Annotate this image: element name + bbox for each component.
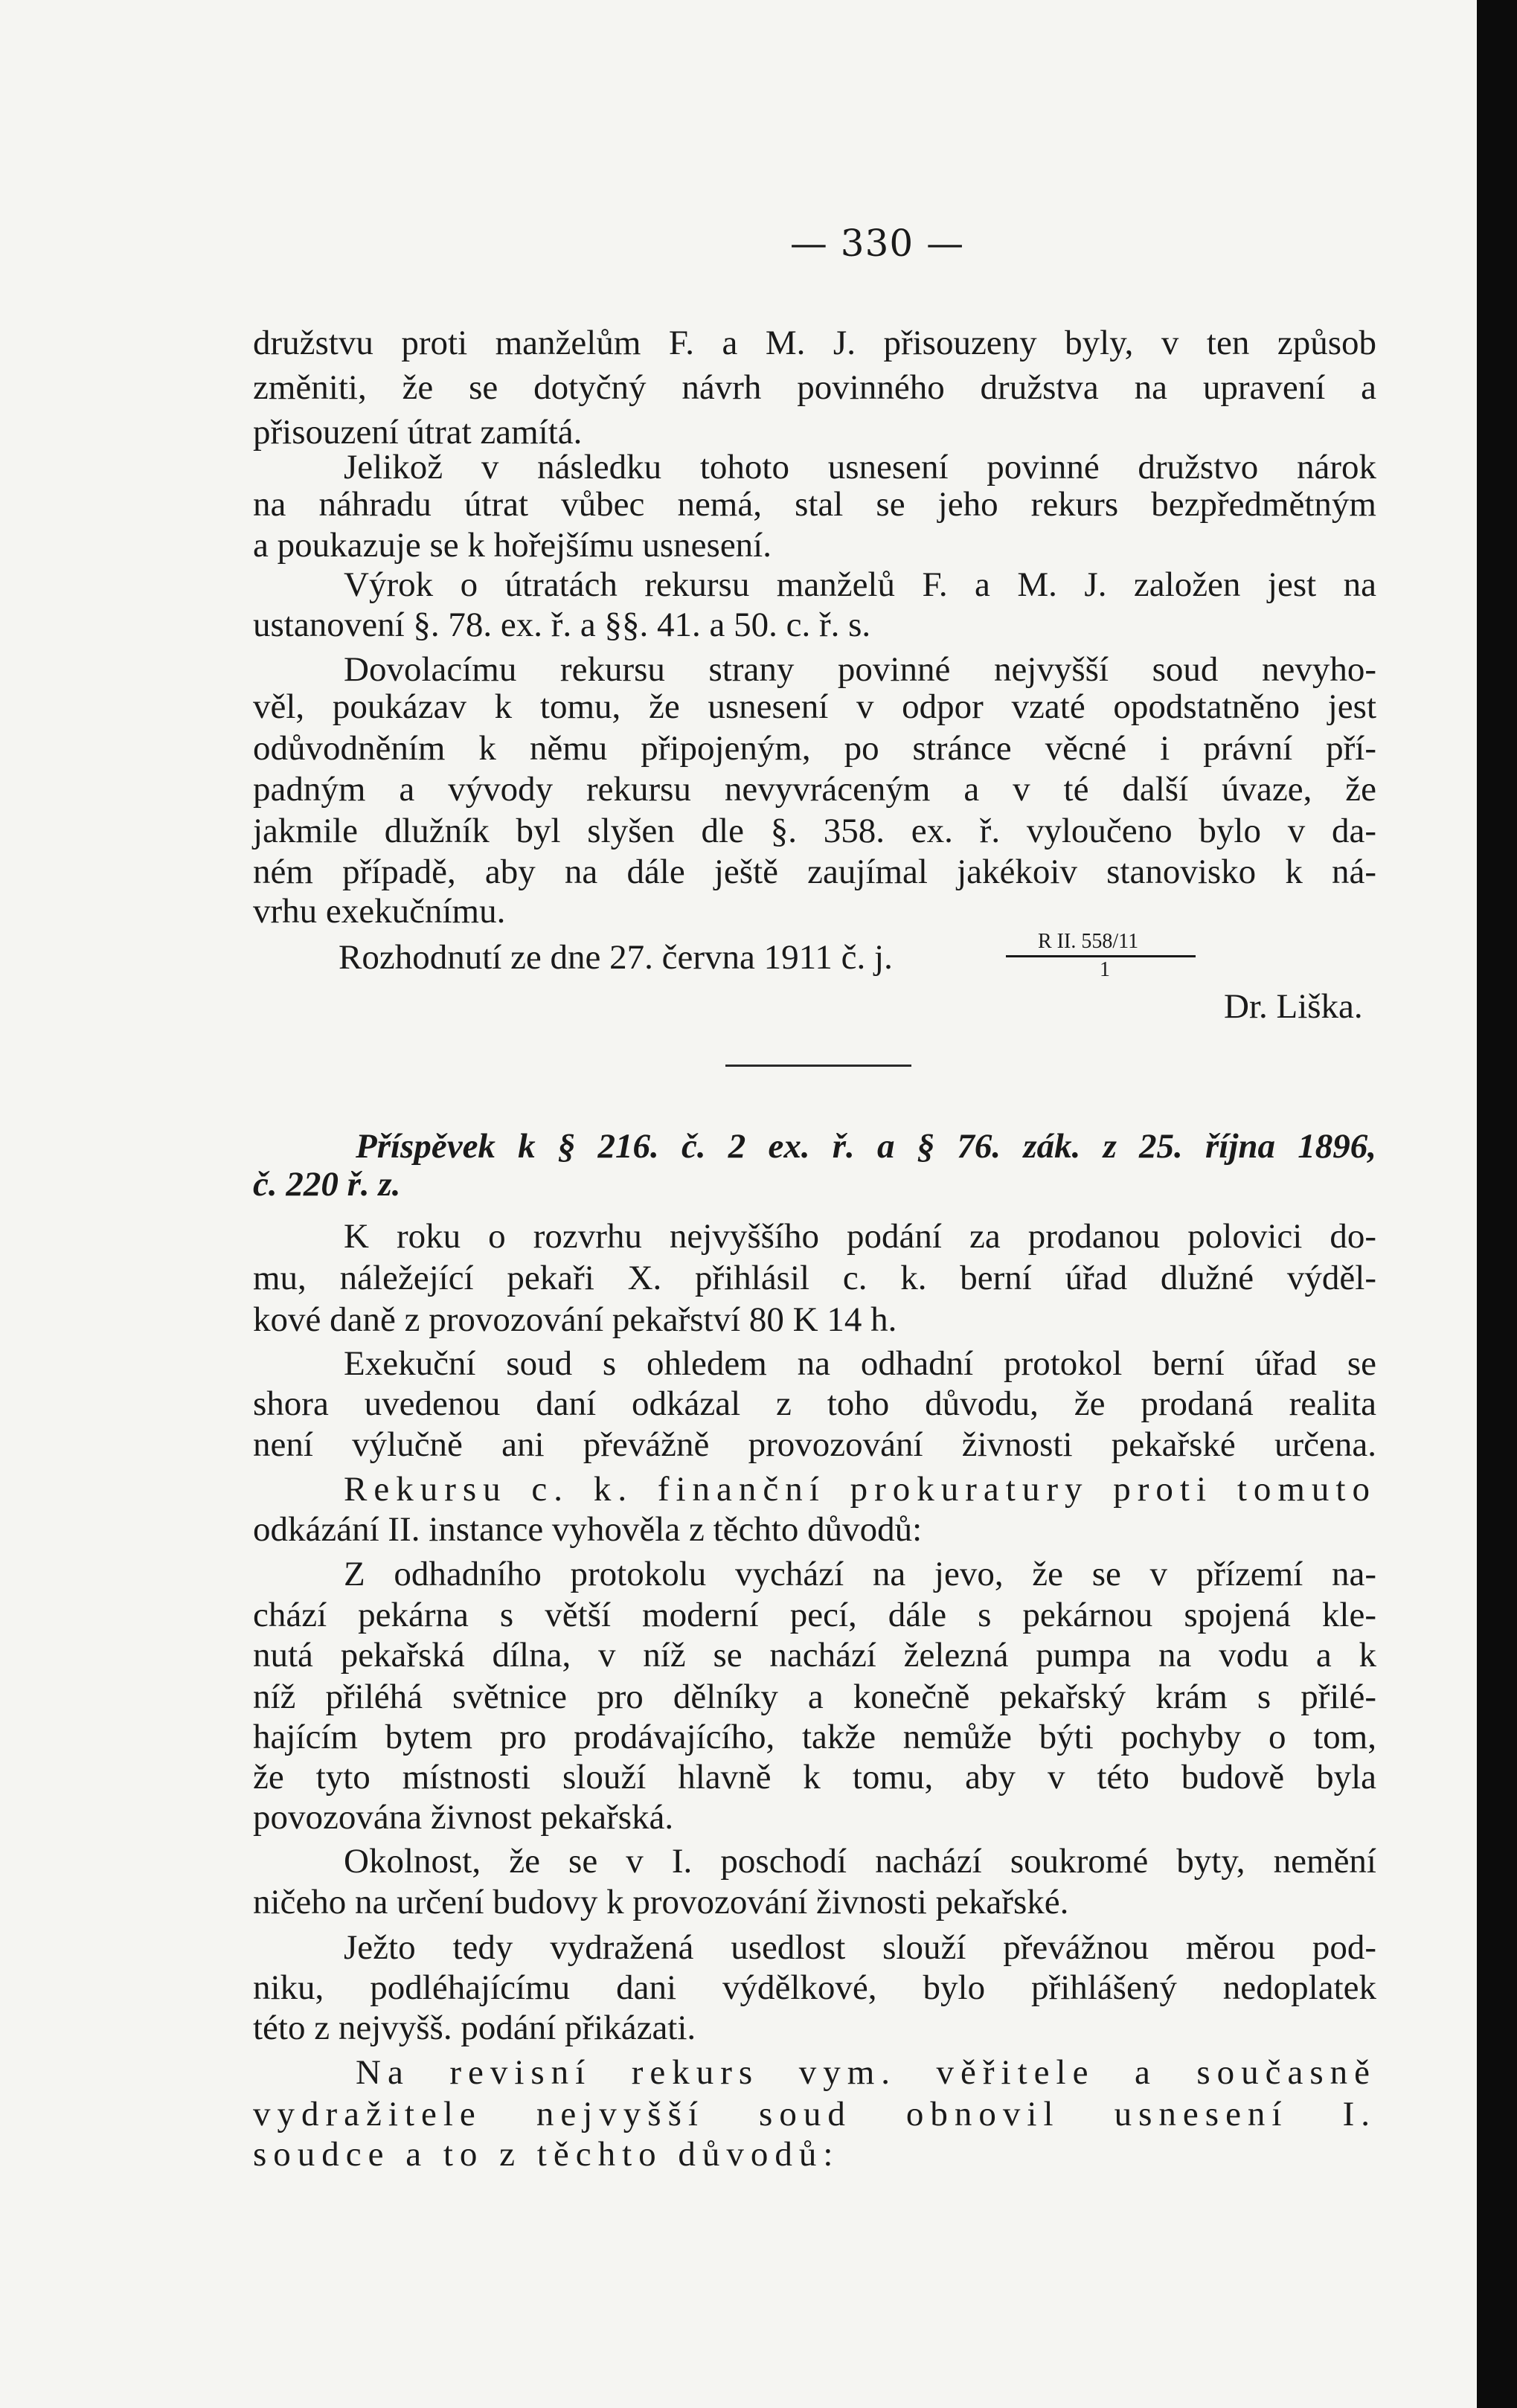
- text-line: věl, poukázav k tomu, že usnesení v odpor vzaté opodstatněno jest: [253, 687, 1376, 726]
- text-line: níž přiléhá světnice pro dělníky a konečně pekařský krám s přilé-: [253, 1677, 1376, 1716]
- text-line: odůvodněním k němu připojeným, po stránce věcné i právní pří-: [253, 729, 1376, 768]
- text-line: není výlučně ani převážně provozování živnosti pekařské určena.: [253, 1425, 1376, 1464]
- text-line: povozována živnost pekařská.: [253, 1798, 674, 1837]
- text-line: kové daně z provozování pekařství 80 K 14 h.: [253, 1300, 897, 1339]
- text-line: padným a vývody rekursu nevyvráceným a v té další úvaze, že: [253, 770, 1376, 809]
- text-line: hajícím bytem pro prodávajícího, takže nemůže býti pochyby o tom,: [253, 1718, 1376, 1756]
- text-line: shora uvedenou daní odkázal z toho důvodu, že prodaná realita: [253, 1384, 1376, 1423]
- text-line: změniti, že se dotyčný návrh povinného družstva na upravení a: [253, 368, 1376, 407]
- text-line: mu, náležející pekaři X. přihlásil c. k. berní úřad dlužné výděl-: [253, 1259, 1376, 1297]
- text-line: K roku o rozvrhu nejvyššího podání za prodanou polovici do-: [344, 1217, 1376, 1256]
- section-divider: [725, 1065, 911, 1067]
- signature: Dr. Liška.: [1224, 987, 1363, 1026]
- text-line: Z odhadního protokolu vychází na jevo, že se v přízemí na-: [344, 1555, 1376, 1593]
- text-line: družstvu proti manželům F. a M. J. přisouzeny byly, v ten způsob: [253, 324, 1376, 362]
- text-line: Na revisní rekurs vym. věřitele a současně: [356, 2053, 1376, 2092]
- text-line: ustanovení §. 78. ex. ř. a §§. 41. a 50. c. ř. s.: [253, 606, 871, 644]
- text-line: odkázání II. instance vyhověla z těchto důvodů:: [253, 1510, 923, 1549]
- text-line: Výrok o útratách rekursu manželů F. a M. J. založen jest na: [344, 565, 1376, 604]
- fraction-denominator: 1: [1100, 958, 1110, 981]
- section-heading: Příspěvek k § 216. č. 2 ex. ř. a § 76. zák. z 25. října 1896,: [356, 1127, 1376, 1166]
- text-line: vydražitele nejvyšší soud obnovil usnesení I.: [253, 2095, 1376, 2134]
- text-line: ném případě, aby na dále ještě zaujímal jakékoiv stanovisko k ná-: [253, 853, 1376, 891]
- scan-edge: [1477, 0, 1517, 2408]
- text-line: chází pekárna s větší moderní pecí, dále s pekárnou spojená kle-: [253, 1596, 1376, 1634]
- text-line: jakmile dlužník byl slyšen dle §. 358. ex. ř. vyloučeno bylo v da-: [253, 812, 1376, 850]
- text-line: Okolnost, že se v I. poschodí nachází soukromé byty, nemění: [344, 1842, 1376, 1881]
- section-heading-cont: č. 220 ř. z.: [253, 1165, 401, 1204]
- text-line: vrhu exekučnímu.: [253, 892, 506, 931]
- page-number: — 330 —: [789, 222, 965, 265]
- text-line: Exekuční soud s ohledem na odhadní protokol berní úřad se: [344, 1344, 1376, 1383]
- text-line: Ježto tedy vydražená usedlost slouží převážnou měrou pod-: [344, 1928, 1376, 1967]
- fraction-numerator: R II. 558/11: [1038, 930, 1139, 953]
- text-line: ničeho na určení budovy k provozování živnosti pekařské.: [253, 1883, 1069, 1921]
- decision-line: Rozhodnutí ze dne 27. června 1911 č. j.: [339, 938, 893, 977]
- text-line: této z nejvyšš. podání přikázati.: [253, 2009, 696, 2047]
- text-line: že tyto místnosti slouží hlavně k tomu, aby v této budově byla: [253, 1758, 1376, 1797]
- text-line: Dovolacímu rekursu strany povinné nejvyšší soud nevyho-: [344, 650, 1376, 689]
- text-line: Jelikož v následku tohoto usnesení povinné družstvo nárok: [344, 448, 1376, 487]
- text-line: soudce a to z těchto důvodů:: [253, 2135, 840, 2174]
- text-line: Rekursu c. k. finanční prokuratury proti tomuto: [344, 1470, 1376, 1509]
- text-line: a poukazuje se k hořejšímu usnesení.: [253, 526, 772, 565]
- text-line: niku, podléhajícímu dani výdělkové, bylo přihlášený nedoplatek: [253, 1968, 1376, 2007]
- text-line: na náhradu útrat vůbec nemá, stal se jeho rekurs bezpředmětným: [253, 485, 1376, 524]
- fraction-bar: [1006, 955, 1196, 957]
- text-line: přisouzení útrat zamítá.: [253, 413, 583, 452]
- text-line: nutá pekařská dílna, v níž se nachází železná pumpa na vodu a k: [253, 1636, 1376, 1675]
